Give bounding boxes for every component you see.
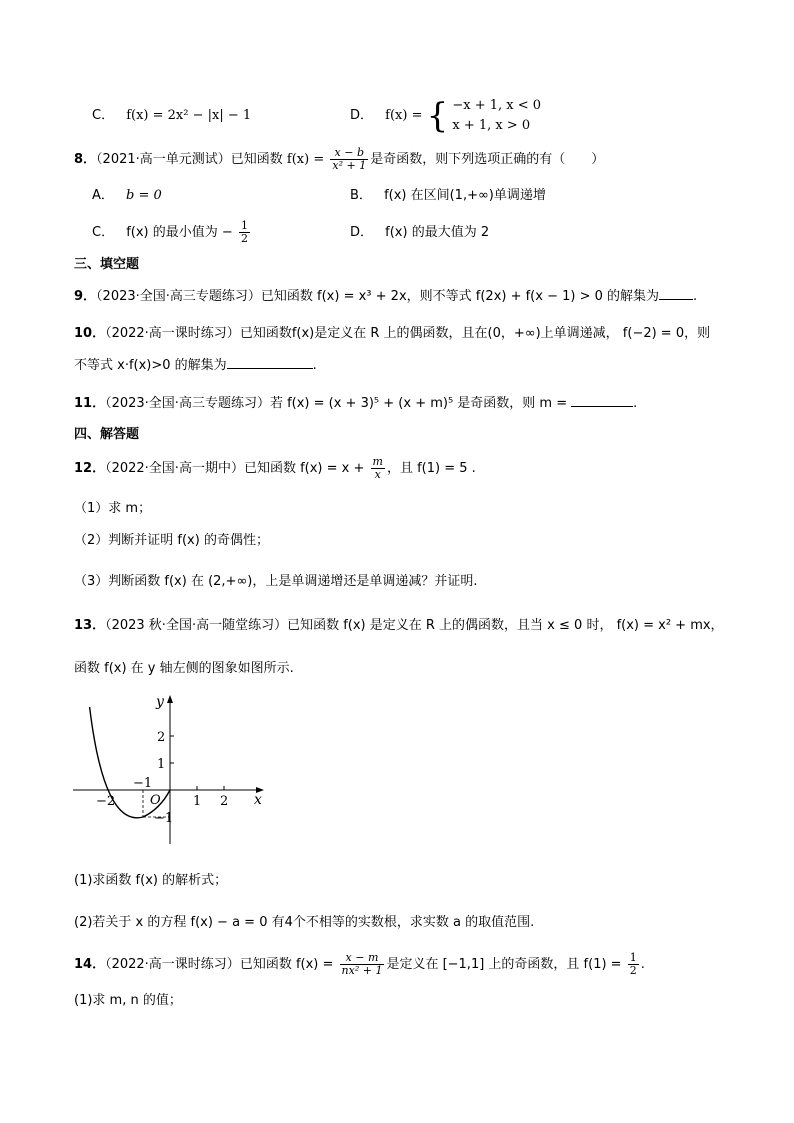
- question-12: [74, 455, 476, 483]
- q7-option-c: [92, 107, 251, 125]
- question-source: （2022·高一课时练习）: [105, 326, 240, 341]
- answer-blank[interactable]: [571, 394, 633, 407]
- option-label: C．: [92, 108, 115, 123]
- period: .: [312, 358, 317, 373]
- q13-part-1: (1)求函数 f(x) 的解析式；: [74, 873, 228, 888]
- question-source: （2021·高一单元测试）: [96, 152, 231, 167]
- q8-option-d: [350, 224, 489, 242]
- question-source: （2022·全国·高一期中）: [105, 461, 244, 476]
- q8-option-b: [350, 187, 546, 205]
- q13-part-2: (2)若关于 x 的方程 f(x) − a = 0 有4个不相等的实数根，求实数 a 的取值范围.: [74, 915, 535, 930]
- question-text: 已知函数 f(x) =: [239, 957, 334, 972]
- question-text: 已知函数 f(x) = x³ + 2x，则不等式 f(2x) + f(x − 1) > 0 的解集为: [260, 289, 660, 304]
- axis-label-x: x: [254, 792, 262, 808]
- question-number: 10．: [74, 326, 106, 341]
- period: .: [640, 957, 645, 972]
- option-text: b = 0: [126, 188, 162, 203]
- question-source: （2023·全国·高三专题练习）: [96, 289, 261, 304]
- fraction: $\frac{m}{x}$: [372, 455, 383, 481]
- option-fx: f(x) =: [385, 108, 423, 123]
- q14-part-1: (1)求 m, n 的值；: [74, 993, 182, 1008]
- question-10-line2: [74, 356, 317, 375]
- brace-icon: {: [426, 96, 449, 136]
- answer-blank[interactable]: [659, 287, 693, 300]
- piecewise-case: x + 1, x > 0: [452, 118, 531, 133]
- q12-part-1: （1）求 m；: [74, 501, 152, 516]
- axis-label-y: y: [156, 694, 164, 710]
- question-source: （2022·高一课时练习）: [105, 957, 240, 972]
- question-number: 8．: [74, 152, 97, 167]
- period: .: [693, 289, 698, 304]
- fraction: $\frac{x - m}{\text{nx² + 1}}$: [341, 951, 383, 977]
- option-label: B．: [350, 188, 372, 203]
- question-number: 14．: [74, 957, 106, 972]
- function-expr: f(x) =: [286, 152, 325, 167]
- question-text: 不等式 x·f(x)>0 的解集为: [74, 358, 227, 373]
- tick-label-y: −1: [154, 811, 174, 826]
- section-heading: 三、填空题: [74, 257, 140, 272]
- function-graph: [70, 692, 270, 852]
- tick-label-x: 2: [220, 794, 229, 809]
- answer-blank[interactable]: [227, 356, 313, 369]
- tick-label-x: 1: [193, 794, 202, 809]
- question-text: 是定义在 [−1,1] 上的奇函数，且 f(1) =: [386, 957, 622, 972]
- question-13: [74, 617, 724, 635]
- question-text: 若 f(x) = (x + 3)⁵ + (x + m)⁵ 是奇函数，则 m =: [269, 396, 568, 411]
- fraction: $\frac{1}{2}$: [240, 219, 248, 245]
- tick-label-x: −2: [96, 794, 116, 809]
- option-label: A．: [92, 188, 114, 203]
- question-text: ，且 f(1) = 5 .: [386, 461, 476, 476]
- question-13-line2: 函数 f(x) 在 y 轴左侧的图象如图所示.: [74, 661, 294, 676]
- q12-part-2: （2）判断并证明 f(x) 的奇偶性；: [74, 533, 269, 548]
- q8-option-c: [92, 218, 252, 248]
- question-number: 13．: [74, 618, 106, 633]
- option-label: D．: [350, 225, 374, 240]
- q8-option-a: [92, 187, 162, 205]
- option-text: f(x) 的最大值为 2: [385, 225, 490, 240]
- q12-part-3: （3）判断函数 f(x) 在 (2,+∞)，上是单调递增还是单调递减？并证明.: [74, 574, 478, 589]
- option-text: f(x) 在区间(1,+∞)单调递增: [384, 188, 546, 203]
- question-text: 是奇函数，则下列选项正确的有（ ）: [370, 152, 605, 167]
- tick-label-y: 2: [157, 730, 166, 745]
- question-8: [74, 147, 604, 173]
- question-number: 11．: [74, 396, 106, 411]
- question-text: 已知函数 f(x) 是定义在 R 上的偶函数，且当 x ≤ 0 时， f(x) = x² + mx，: [287, 618, 724, 633]
- option-label: D．: [350, 108, 374, 123]
- question-14: [74, 951, 645, 979]
- option-text: f(x) 的最小值为 −: [126, 225, 233, 240]
- section-heading: 四、解答题: [74, 427, 140, 442]
- y-axis-arrow-icon: [167, 695, 173, 703]
- origin-label: O: [150, 793, 161, 808]
- question-number: 12．: [74, 461, 106, 476]
- tick-label-y: 1: [157, 757, 166, 772]
- question-text: 已知函数: [230, 152, 283, 167]
- tick-label-x: −1: [133, 776, 153, 791]
- question-text: 已知函数f(x)是定义在 R 上的偶函数，且在(0，+∞)上单调递减， f(−2) = 0，则: [239, 326, 711, 341]
- question-number: 9．: [74, 289, 97, 304]
- question-source: （2023 秋·全国·高一随堂练习）: [105, 618, 288, 633]
- option-text: f(x) = 2x² − |x| − 1: [126, 108, 252, 123]
- period: .: [633, 396, 638, 411]
- question-10: [74, 325, 710, 343]
- fraction: $\frac{x - b}{\text{x² + 1}}$: [332, 146, 367, 172]
- q7-option-d: [350, 96, 541, 136]
- question-11: [74, 394, 637, 413]
- fraction: $\frac{1}{2}$: [629, 951, 637, 977]
- piecewise-case: −x + 1, x < 0: [452, 98, 542, 113]
- question-source: （2023·全国·高三专题练习）: [105, 396, 270, 411]
- option-label: C．: [92, 225, 115, 240]
- question-9: [74, 287, 697, 306]
- question-text: 已知函数 f(x) = x +: [243, 461, 365, 476]
